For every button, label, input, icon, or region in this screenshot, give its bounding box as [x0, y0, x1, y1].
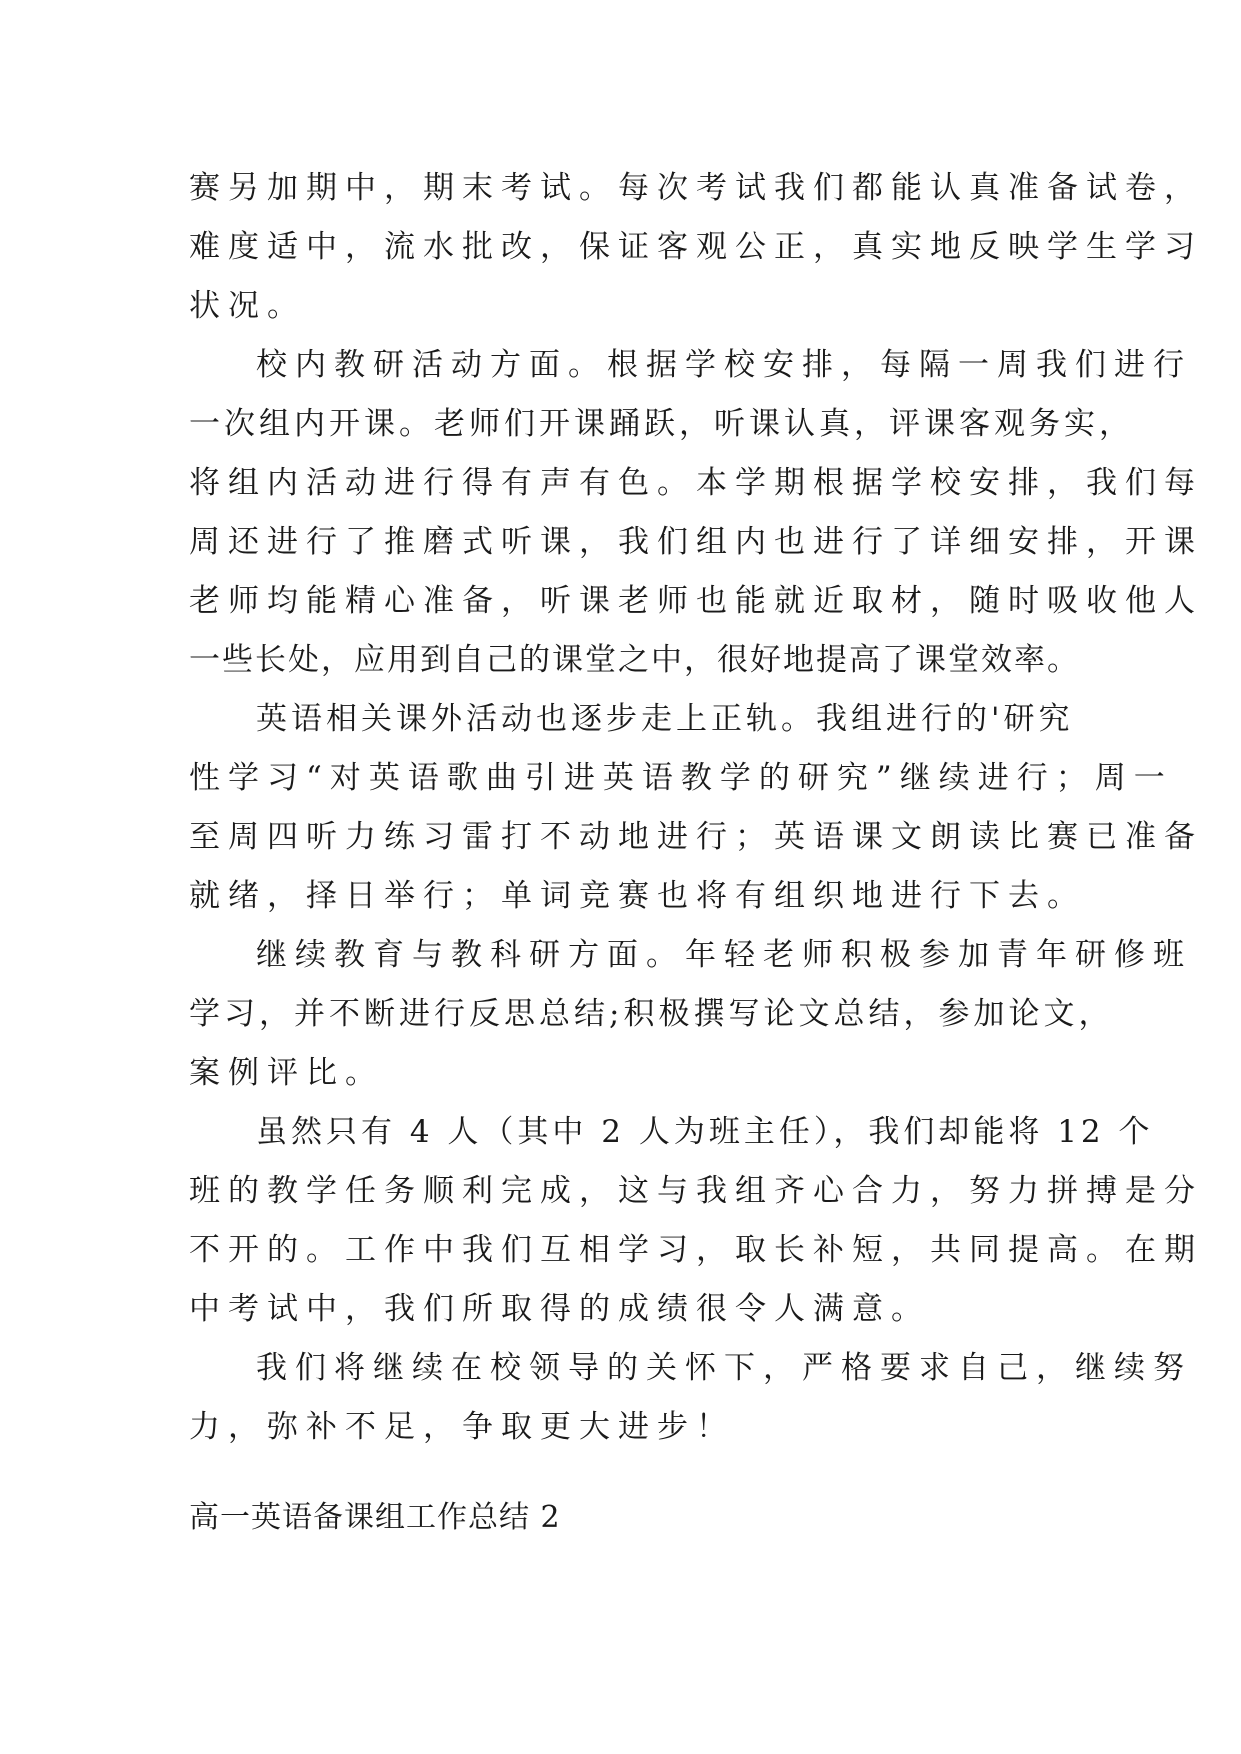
paragraph-2-line-6: 一些长处，应用到自己的课堂之中，很好地提高了课堂效率。 — [189, 642, 1080, 678]
paragraph-3-line-3: 至周四听力练习雷打不动地进行；英语课文朗读比赛已准备 — [189, 819, 1203, 855]
paragraph-2-line-2: 一次组内开课。老师们开课踊跃，听课认真，评课客观务实， — [189, 406, 1134, 442]
paragraph-6-line-1: 我们将继续在校领导的关怀下，严格要求自己，继续努 — [256, 1350, 1192, 1386]
paragraph-1-line-1: 赛另加期中，期末考试。每次考试我们都能认真准备试卷， — [189, 170, 1203, 206]
paragraph-4-line-1: 继续教育与教科研方面。年轻老师积极参加青年研修班 — [256, 937, 1192, 973]
paragraph-5-line-4: 中考试中，我们所取得的成绩很令人满意。 — [189, 1291, 930, 1327]
paragraph-3-line-1: 英语相关课外活动也逐步走上正轨。我组进行的'研究 — [256, 701, 1074, 737]
paragraph-1-line-2: 难度适中，流水批改，保证客观公正，真实地反映学生学习 — [189, 229, 1203, 265]
paragraph-6-line-2: 力，弥补不足，争取更大进步！ — [189, 1409, 735, 1445]
paragraph-2-line-3: 将组内活动进行得有声有色。本学期根据学校安排，我们每 — [189, 465, 1203, 501]
paragraph-4-line-2: 学习，并不断进行反思总结;积极撰写论文总结，参加论文， — [189, 996, 1114, 1032]
paragraph-2-line-5: 老师均能精心准备，听课老师也能就近取材，随时吸收他人 — [189, 583, 1203, 619]
paragraph-5-line-2: 班的教学任务顺利完成，这与我组齐心合力，努力拼搏是分 — [189, 1173, 1203, 1209]
paragraph-2-line-4: 周还进行了推磨式听课，我们组内也进行了详细安排，开课 — [189, 524, 1203, 560]
paragraph-2-line-1: 校内教研活动方面。根据学校安排，每隔一周我们进行 — [256, 347, 1192, 383]
paragraph-1-line-3: 状况。 — [189, 288, 306, 324]
paragraph-5-line-1: 虽然只有 4 人（其中 2 人为班主任），我们却能将 12 个 — [256, 1114, 1154, 1150]
paragraph-5-line-3: 不开的。工作中我们互相学习，取长补短，共同提高。在期 — [189, 1232, 1203, 1268]
paragraph-4-line-3: 案例评比。 — [189, 1055, 384, 1091]
paragraph-3-line-2: 性学习“对英语歌曲引进英语教学的研究”继续进行；周一 — [189, 760, 1173, 796]
paragraph-3-line-4: 就绪，择日举行；单词竞赛也将有组织地进行下去。 — [189, 878, 1086, 914]
section-heading: 高一英语备课组工作总结 2 — [189, 1500, 561, 1535]
